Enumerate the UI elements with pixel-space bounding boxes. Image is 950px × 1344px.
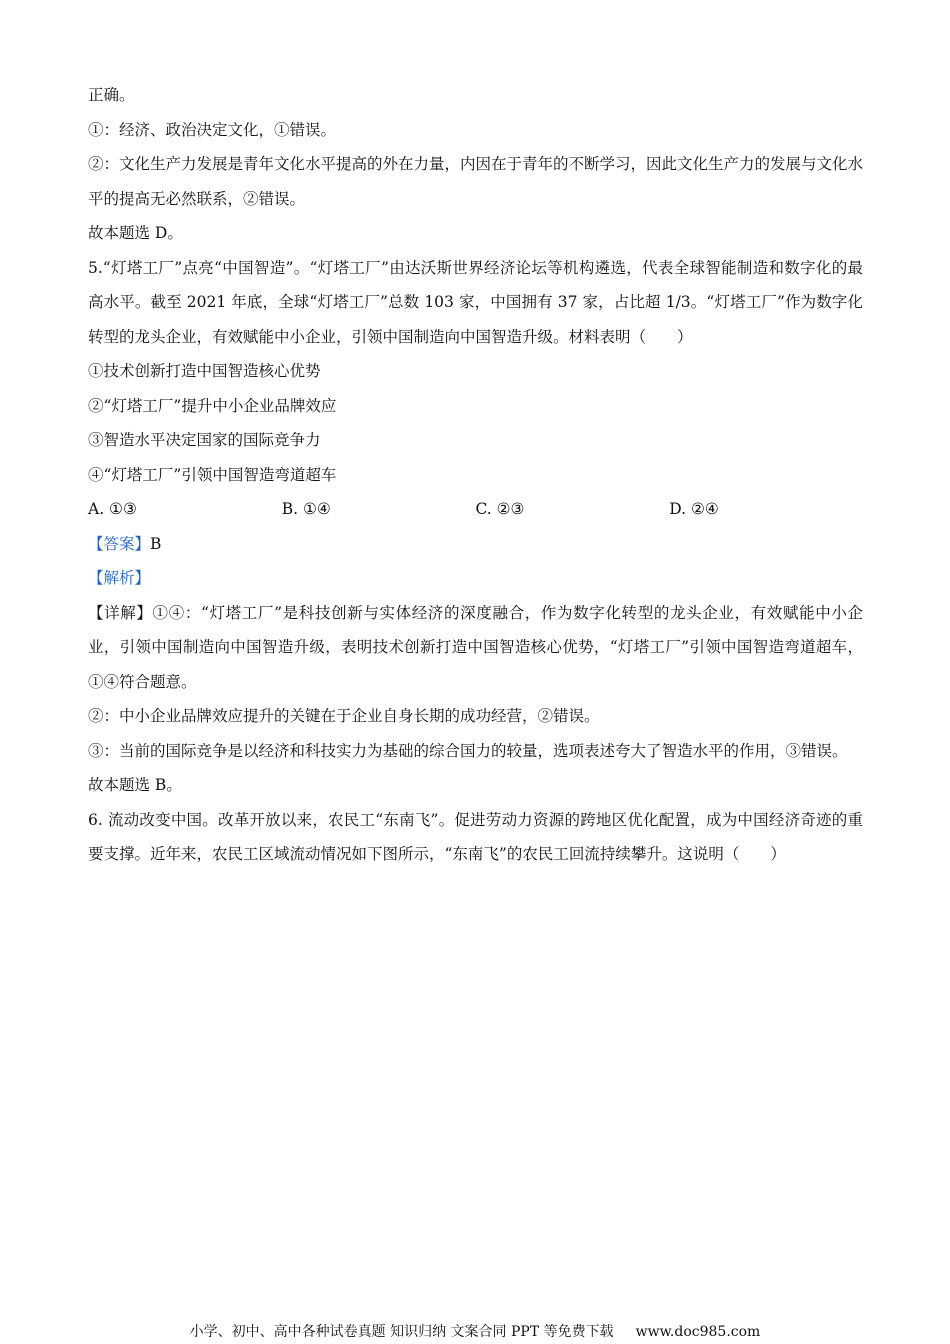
text-line: ①：经济、政治决定文化，①错误。 bbox=[88, 120, 337, 139]
analysis-tag: 【解析】 bbox=[88, 569, 151, 587]
question-5-options bbox=[88, 492, 863, 527]
option-a: A. ①③ bbox=[88, 500, 137, 518]
text-paragraph: ②：文化生产力发展是青年文化水平提高的外在力量，内因在于青年的不断学习，因此文化生产力的发展与文化水平的提高无必然联系，②错误。 bbox=[88, 155, 864, 208]
answer-tag: 【答案】 bbox=[88, 534, 151, 553]
question-5-item: ②“灯塔工厂”提升中小企业品牌效应 bbox=[88, 396, 337, 415]
conclusion-line: 故本题选 B。 bbox=[88, 776, 182, 794]
option-d: D. ②④ bbox=[669, 500, 719, 518]
explanation-paragraph: ③：当前的国际竞争是以经济和科技实力为基础的综合国力的较量，选项表述夸大了智造水平的作用，③错误。 bbox=[88, 741, 848, 760]
detail-paragraph: 【详解】①④：“灯塔工厂”是科技创新与实体经济的深度融合，作为数字化转型的龙头企业，有效赋能中小企业，引领中国制造向中国智造升级，表明技术创新打造中国智造核心优势，“灯塔工厂”引领中国智造弯道超车，①④符合题意。 bbox=[88, 603, 863, 691]
text-line: 故本题选 D。 bbox=[88, 224, 183, 242]
option-b: B. ①④ bbox=[281, 500, 331, 518]
question-5-item: ③智造水平决定国家的国际竞争力 bbox=[88, 431, 321, 449]
analysis-line bbox=[88, 561, 863, 596]
footer-url[interactable]: www.doc985.com bbox=[635, 1324, 761, 1340]
question-5-stem: 5.“灯塔工厂”点亮“中国智造”。“灯塔工厂”由达沃斯世界经济论坛等机构遴选，代表全球智能制造和数字化的最高水平。截至 2021 年底，全球“灯塔工厂”总数 103 家，中国拥有 37 家，占比超 1/3。“灯塔工厂”作为数字化转型的龙头企业，有效赋能中小企业，引领中国制造向中国智造升级。材料表明（ ） bbox=[88, 258, 863, 346]
question-5-item: ①技术创新打造中国智造核心优势 bbox=[88, 362, 321, 380]
page-footer bbox=[0, 1322, 950, 1342]
text-line: 正确。 bbox=[88, 86, 135, 104]
page-content bbox=[88, 78, 863, 872]
answer-line bbox=[88, 527, 863, 562]
question-6-stem: 6. 流动改变中国。改革开放以来，农民工“东南飞”。促进劳动力资源的跨地区优化配置，成为中国经济奇迹的重要支撑。近年来，农民工区域流动情况如下图所示，“东南飞”的农民工回流持续攀升。这说明（ ） bbox=[88, 810, 863, 863]
answer-value: B bbox=[150, 534, 162, 553]
option-c: C. ②③ bbox=[475, 500, 525, 518]
footer-text: 小学、初中、高中各种试卷真题 知识归纳 文案合同 PPT 等免费下载 bbox=[189, 1324, 614, 1340]
question-5-item: ④“灯塔工厂”引领中国智造弯道超车 bbox=[88, 465, 337, 484]
explanation-line: ②：中小企业品牌效应提升的关键在于企业自身长期的成功经营，②错误。 bbox=[88, 707, 600, 725]
